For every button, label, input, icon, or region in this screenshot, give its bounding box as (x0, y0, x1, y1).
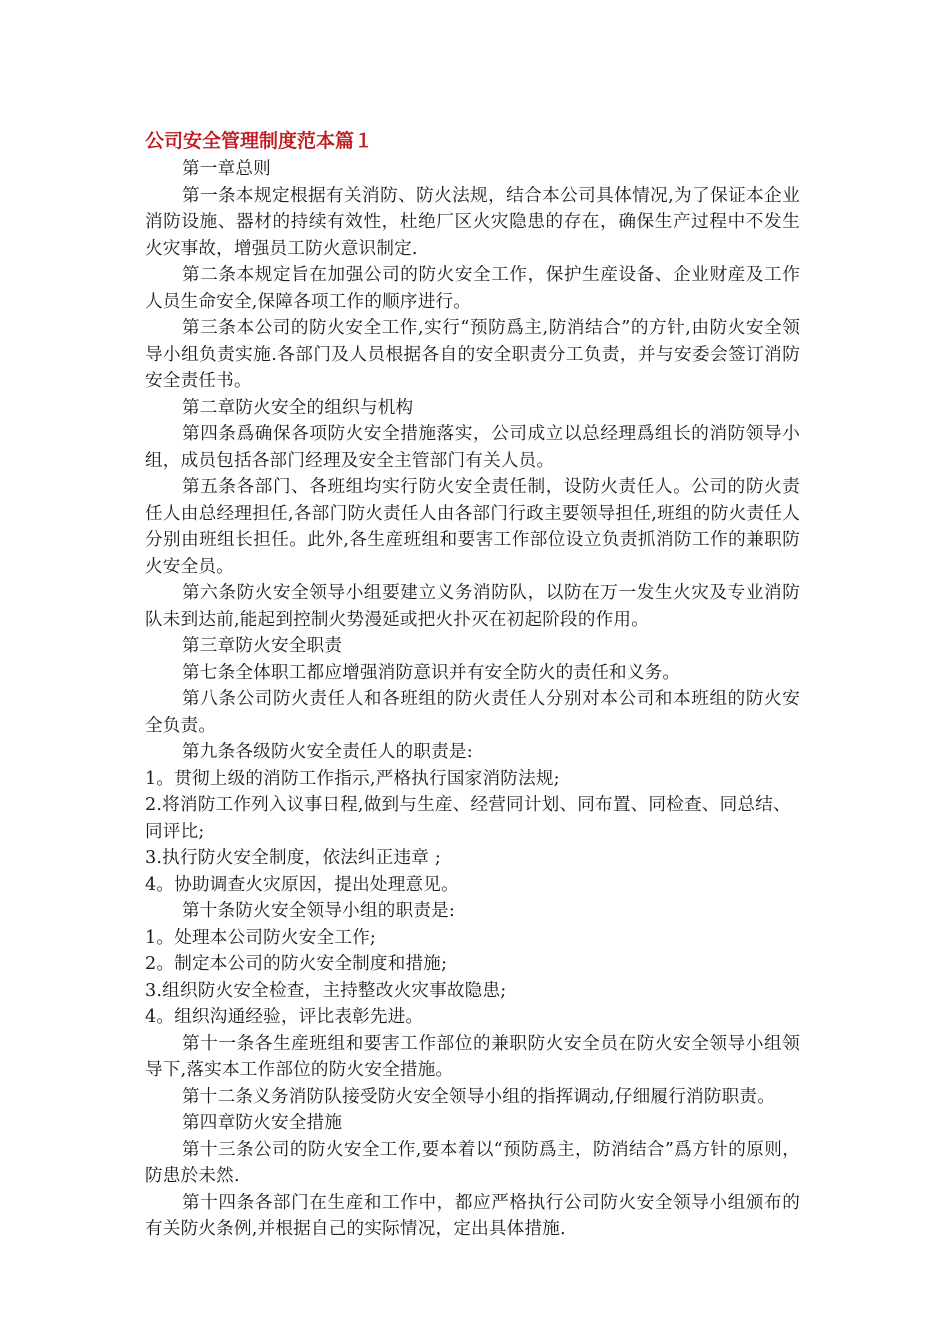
list-item: 2。制定本公司的防火安全制度和措施; (145, 954, 448, 974)
paragraph: 第一章总则 (182, 159, 271, 179)
paragraph: 第七条全体职工都应增强消防意识并有安全防火的责任和义务。 (182, 662, 681, 683)
paragraph: 第二章防火安全的组织与机构 (182, 397, 414, 418)
document-page (145, 126, 800, 1243)
list-item: 3.组织防火安全检查，主持整改火灾事故隐患; (145, 980, 507, 1001)
paragraph: 第十条防火安全领导小组的职责是: (182, 901, 456, 921)
list-item: 3.执行防火安全制度，依法纠正违章 ; (145, 848, 442, 868)
paragraph: 第十四条各部门在生産和工作中，都应严格执行公司防火安全领导小组颁布的有关防火条例,并根据自己的实际情况，定出具体措施. (145, 1192, 800, 1239)
paragraph: 第三条本公司的防火安全工作,实行“预防爲主,防消结合”的方针,由防火安全领导小组负责实施.各部门及人员根据各自的安全职责分工负责，并与安委会签订消防安全责任书。 (145, 318, 800, 391)
paragraph: 第十一条各生産班组和要害工作部位的兼职防火安全员在防火安全领导小组领导下,落实本工作部位的防火安全措施。 (145, 1033, 800, 1080)
document-title: 公司安全管理制度范本篇１ (145, 130, 374, 152)
list-item: 2.将消防工作列入议事日程,做到与生産、经营同计划、同布置、同检查、同总结、同评比; (145, 795, 791, 842)
paragraph: 第三章防火安全职责 (182, 636, 343, 656)
paragraph: 第四条爲确保各项防火安全措施落实，公司成立以总经理爲组长的消防领导小组，成员包括各部门经理及安全主管部门有关人员。 (145, 424, 800, 471)
paragraph: 第一条本规定根据有关消防、防火法规，结合本公司具体情况,为了保证本企业消防设施、器材的持续有效性，杜绝厂区火灾隐患的存在，确保生产过程中不发生火灾事故，增强员工防火意识制定. (145, 185, 800, 259)
paragraph: 第九条各级防火安全责任人的职责是: (182, 742, 473, 762)
paragraph: 第八条公司防火责任人和各班组的防火责任人分别对本公司和本班组的防火安全负责。 (145, 689, 800, 736)
list-item: 4。协助调查火灾原因，提出处理意见。 (145, 874, 459, 895)
list-item: 4。组织沟通经验，评比表彰先进。 (145, 1007, 424, 1027)
paragraph: 第十三条公司的防火安全工作,要本着以“预防爲主，防消结合”爲方针的原则，防患於未然. (145, 1139, 800, 1186)
paragraph: 第十二条义务消防队接受防火安全领导小组的指挥调动,仔细履行消防职责。 (182, 1086, 775, 1107)
list-item: 1。处理本公司防火安全工作; (145, 927, 377, 948)
paragraph: 第五条各部门、各班组均实行防火安全责任制，设防火责任人。公司的防火责任人由总经理担任,各部门防火责任人由各部门行政主要领导担任,班组的防火责任人分别由班组长担任。此外,各生産班组和要害工作部位设立负责抓消防工作的兼职防火安全员。 (145, 477, 800, 577)
paragraph: 第四章防火安全措施 (182, 1113, 343, 1133)
document-body (145, 156, 800, 1243)
list-item: 1。贯彻上级的消防工作指示,严格执行国家消防法规; (145, 768, 560, 789)
paragraph: 第六条防火安全领导小组要建立义务消防队，以防在万一发生火灾及专业消防队未到达前,能起到控制火势漫延或把火扑灭在初起阶段的作用。 (145, 583, 800, 630)
paragraph: 第二条本规定旨在加强公司的防火安全工作，保护生産设备、企业财産及工作人员生命安全,保障各项工作的顺序进行。 (145, 265, 800, 312)
